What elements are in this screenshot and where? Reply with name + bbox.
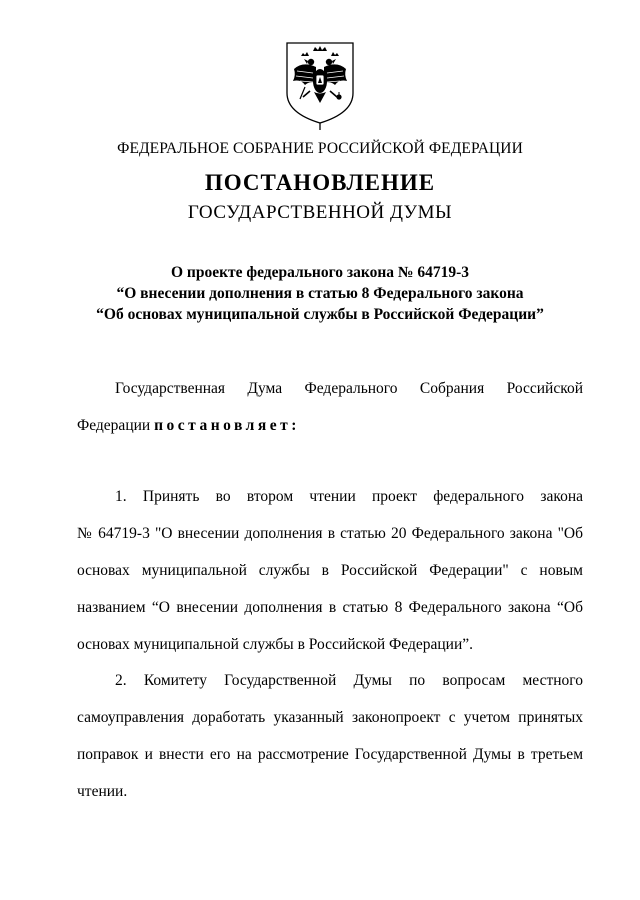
clause-line: основах муниципальной службы в Российской Федерации”.	[77, 636, 473, 653]
preamble-line	[77, 407, 583, 444]
clause-line: поправок и внести его на рассмотрение Государственной Думы в третьем	[77, 746, 583, 763]
clause-line: основах муниципальной службы в Российской Федерации" с новым	[77, 562, 583, 579]
subject-line: “Об основах муниципальной службы в Российской Федерации”	[96, 306, 544, 323]
clause-line: чтении.	[77, 783, 128, 800]
clause-line: 1. Принять во втором чтении проект федерального закона	[115, 488, 583, 505]
clause-line: № 64719-3 "О внесении дополнения в статью 20 Федерального закона "Об	[77, 525, 583, 542]
subject-line: “О внесении дополнения в статью 8 Федерального закона	[116, 285, 524, 302]
resolution-verb: постановляет:	[154, 417, 300, 434]
document-type: ПОСТАНОВЛЕНИЕ	[204, 170, 436, 195]
subject-line: О проекте федерального закона № 64719-3	[170, 264, 469, 281]
clause-1	[77, 478, 583, 663]
clause-line: 2. Комитету Государственной Думы по вопросам местного	[115, 672, 583, 689]
russian-coat-of-arms-icon	[283, 37, 357, 131]
clause-line: названием “О внесении дополнения в статью 8 Федерального закона “Об	[77, 599, 583, 616]
clause-2	[77, 662, 583, 810]
organization-name: ФЕДЕРАЛЬНОЕ СОБРАНИЕ РОССИЙСКОЙ ФЕДЕРАЦИИ	[117, 140, 523, 157]
preamble	[77, 370, 583, 444]
preamble-line: Государственная Дума Федерального Собрания Российской	[115, 380, 583, 397]
document-subject	[0, 262, 640, 325]
clause-line: самоуправления доработать указанный законопроект с учетом принятых	[77, 709, 583, 726]
issuing-body: ГОСУДАРСТВЕННОЙ ДУМЫ	[187, 202, 453, 223]
preamble-text: Федерации	[77, 417, 155, 434]
